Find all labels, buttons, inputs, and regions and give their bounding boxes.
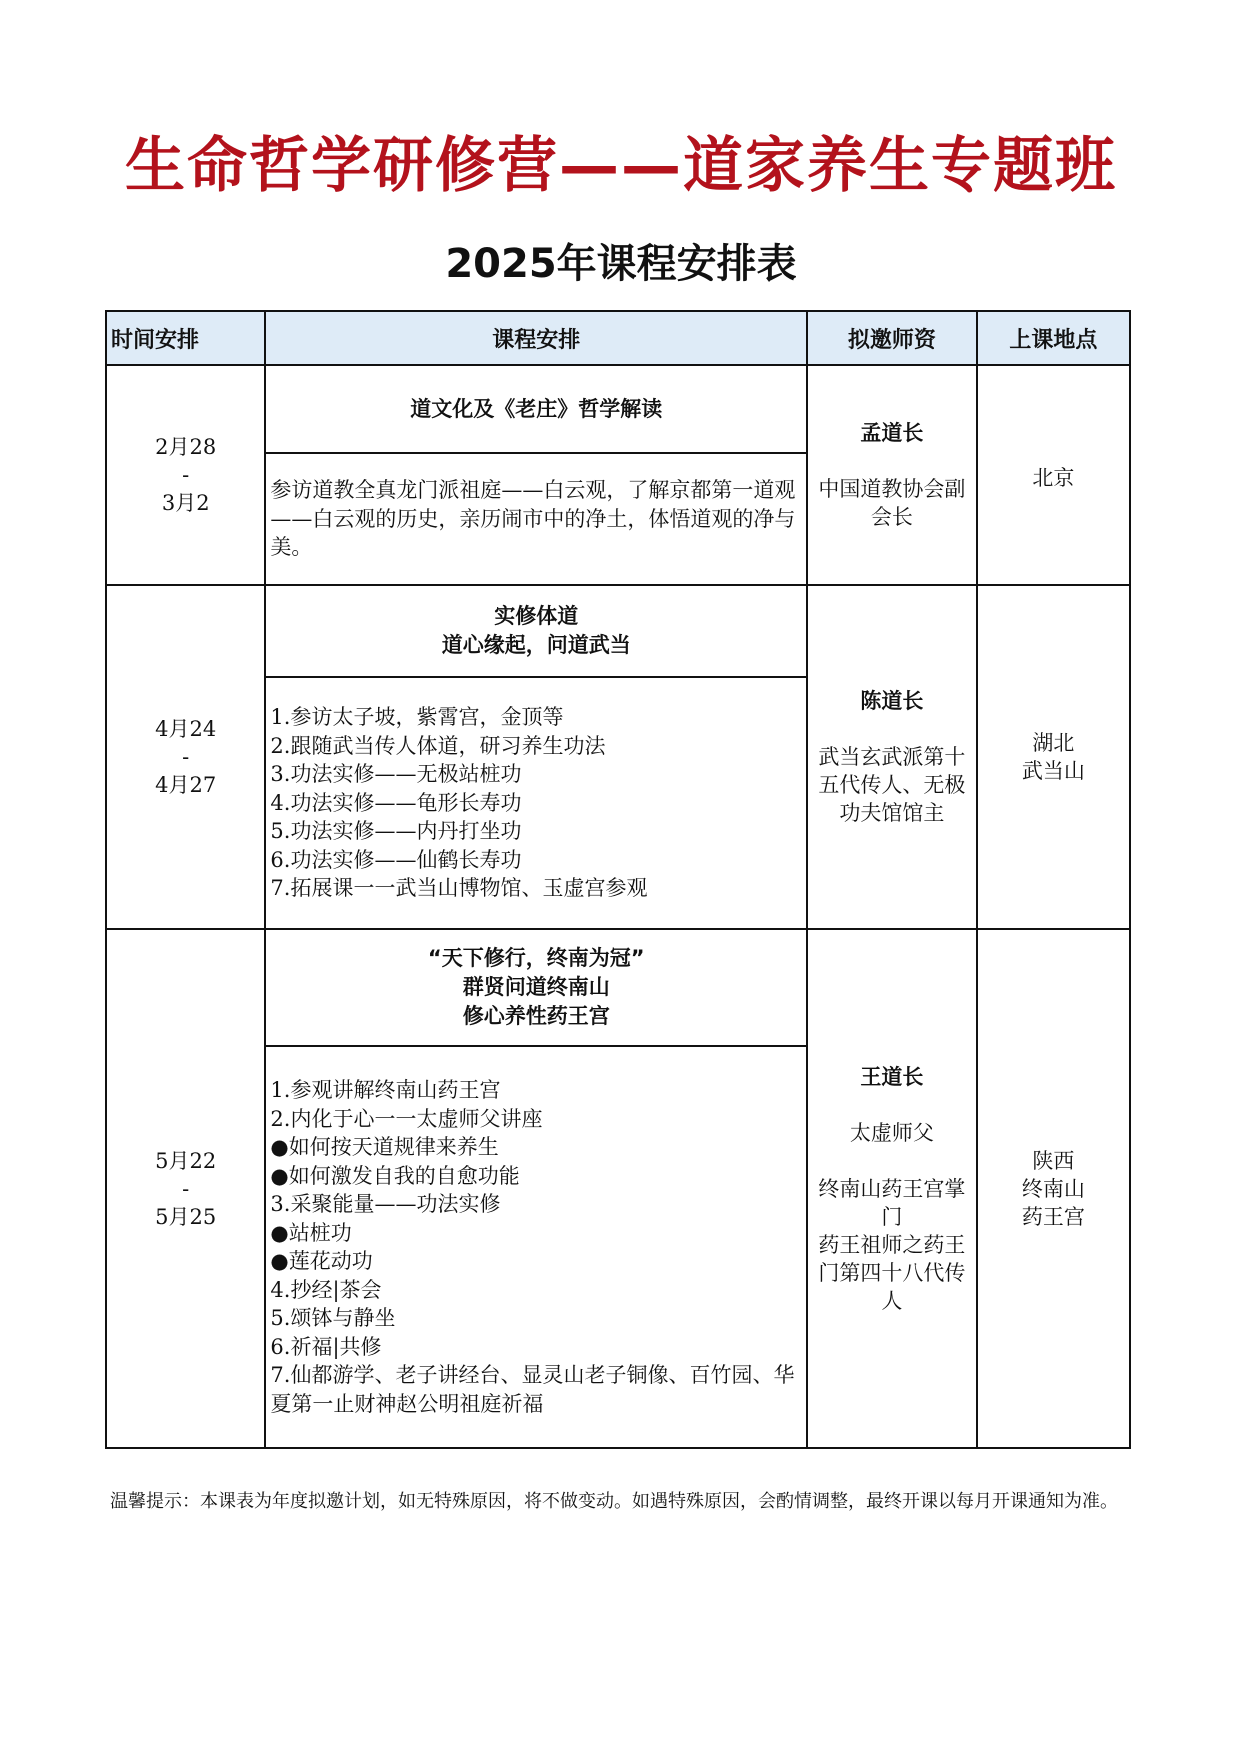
session-row-3-title bbox=[106, 929, 1130, 1046]
session-title: 实修体道 道心缘起，问道武当 bbox=[265, 585, 807, 677]
schedule-table bbox=[105, 310, 1131, 1449]
session-place: 北京 bbox=[977, 365, 1130, 585]
page-title: 生命哲学研修营——道家养生专题班 bbox=[125, 131, 1117, 201]
session-teacher bbox=[807, 365, 977, 585]
session-place: 陕西 终南山 药王宫 bbox=[977, 929, 1130, 1448]
session-date: 2月28 - 3月2 bbox=[106, 365, 265, 585]
header-course: 课程安排 bbox=[265, 311, 807, 365]
session-row-2-title bbox=[106, 585, 1130, 677]
session-teacher bbox=[807, 929, 977, 1448]
page-subtitle: 2025年课程安排表 bbox=[445, 241, 797, 287]
session-date: 4月24 - 4月27 bbox=[106, 585, 265, 929]
teacher-name: 陈道长 bbox=[860, 689, 924, 713]
header-row bbox=[106, 311, 1130, 365]
session-teacher bbox=[807, 585, 977, 929]
session-place: 湖北 武当山 bbox=[977, 585, 1130, 929]
header-place: 上课地点 bbox=[977, 311, 1130, 365]
session-title: 道文化及《老庄》哲学解读 bbox=[265, 365, 807, 453]
teacher-title: 武当玄武派第十五代传人、无极功夫馆馆主 bbox=[818, 745, 966, 825]
footer-note: 温馨提示：本课表为年度拟邀计划，如无特殊原因，将不做变动。如遇特殊原因，会酌情调整，最终开课以每月开课通知为准。 bbox=[110, 1491, 1118, 1512]
teacher-name: 王道长 bbox=[860, 1064, 924, 1089]
session-details: 参访道教全真龙门派祖庭——白云观，了解京都第一道观——白云观的历史，亲历闹市中的净土，体悟道观的净与美。 bbox=[265, 453, 807, 585]
teacher-title: 终南山药王宫掌门 bbox=[818, 1176, 966, 1229]
session-title: “天下修行，终南为冠” 群贤问道终南山 修心养性药王宫 bbox=[265, 929, 807, 1046]
session-details: 1.参观讲解终南山药王宫 2.内化于心一一太虚师父讲座 ●如何按天道规律来养生 ●如何激发自我的自愈功能 3.采聚能量——功法实修 ●站桩功 ●莲花动功 4.抄经|茶会 5.颂钵与静坐 6.祈福|共修 7.仙都游学、老子讲经台、显灵山老子铜像、百竹园、华夏第一止财神赵公明祖庭祈福 bbox=[265, 1046, 807, 1448]
teacher-title: 药王祖师之药王门第四十八代传人 bbox=[818, 1232, 966, 1313]
session-date: 5月22 - 5月25 bbox=[106, 929, 265, 1448]
session-details: 1.参访太子坡，紫霄宫，金顶等 2.跟随武当传人体道，研习养生功法 3.功法实修——无极站桩功 4.功法实修——龟形长寿功 5.功法实修——内丹打坐功 6.功法实修——仙鹤长寿功 7.拓展课一一武当山博物馆、玉虚宫参观 bbox=[265, 677, 807, 929]
teacher-name: 孟道长 bbox=[860, 421, 924, 445]
session-row-1-title bbox=[106, 365, 1130, 453]
teacher-title: 太虚师父 bbox=[849, 1120, 934, 1145]
header-time: 时间安排 bbox=[106, 311, 265, 365]
header-teacher: 拟邀师资 bbox=[807, 311, 977, 365]
teacher-title: 中国道教协会副会长 bbox=[818, 477, 966, 529]
